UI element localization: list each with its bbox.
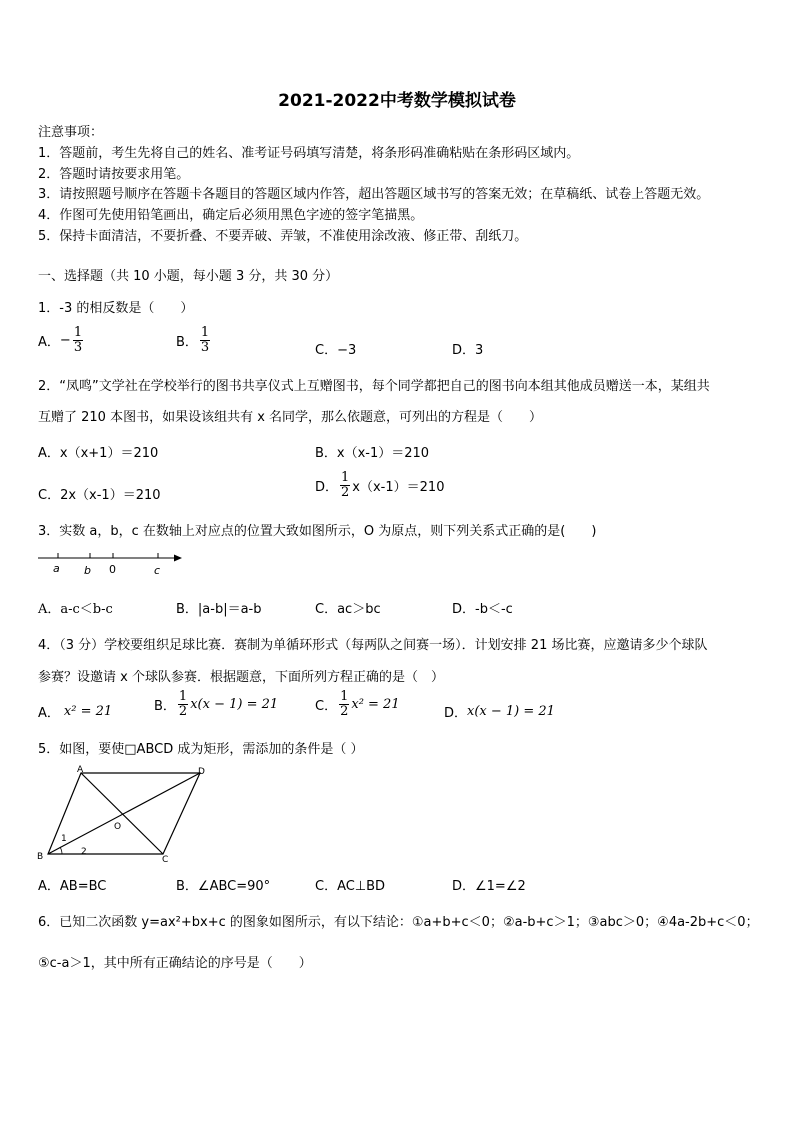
fraction: $\frac{1}{2}$ — [341, 470, 350, 500]
vertex-b: B — [37, 852, 44, 862]
q3-option-d: D．-b＜-c — [452, 602, 513, 617]
label-c: c — [154, 564, 161, 577]
vertex-d: D — [198, 767, 205, 777]
question-4-line-2: 参赛？设邀请 x 个球队参赛．根据题意，下面所列方程正确的是（ ） — [38, 670, 444, 685]
notice-item: 3．请按照题号顺序在答题卡各题目的答题区域内作答，超出答题区域书写的答案无效；在草稿纸、试卷上答题无效。 — [38, 187, 710, 202]
vertex-a: A — [77, 765, 84, 775]
q2-option-d: D． $\frac{1}{2}$ x（x-1）＝210 — [315, 470, 445, 500]
notice-item: 1．答题前，考生先将自己的姓名、准考证号码填写清楚，将条形码准确粘贴在条形码区域内。 — [38, 146, 580, 161]
question-2-line-1: 2．“凤鸣”文学社在学校举行的图书共享仪式上互赠图书，每个同学都把自己的图书向本组其他成员赠送一本，某组共 — [38, 379, 710, 394]
question-2-line-2: 互赠了 210 本图书，如果设该组共有 x 名同学，那么依题意，可列出的方程是（ ） — [38, 410, 543, 425]
angle-arc — [60, 847, 62, 854]
diagonal-ac — [81, 773, 163, 854]
q5-option-b: B．∠ABC=90° — [176, 879, 271, 894]
center-o: O — [114, 822, 122, 832]
q1-option-a: A． − $\frac{1}{3}$ — [38, 325, 83, 355]
q3-option-b: B．|a-b|＝a-b — [176, 602, 262, 617]
q1-option-b: B． $\frac{1}{3}$ — [176, 325, 210, 355]
q4-option-d: D． x(x − 1) = 21 — [444, 704, 555, 721]
question-5-stem: 5．如图，要使□ABCD 成为矩形，需添加的条件是（ ） — [38, 742, 364, 757]
notice-item: 5．保持卡面清洁，不要折叠、不要弄破、弄皱，不准使用涂改液、修正带、刮纸刀。 — [38, 229, 528, 244]
q4-option-c: C． $\frac{1}{2}$ x² = 21 — [315, 689, 400, 719]
fraction: $\frac{1}{3}$ — [73, 325, 83, 355]
notice-item: 4．作图可先使用铅笔画出，确定后必须用黑色字迹的签字笔描黑。 — [38, 208, 424, 223]
parallelogram-figure — [34, 763, 214, 865]
question-3-stem: 3．实数 a，b，c 在数轴上对应点的位置大致如图所示，O 为原点，则下列关系式正确的是( ) — [38, 524, 597, 539]
question-4-line-1: 4．（3 分）学校要组织足球比赛．赛制为单循环形式（每两队之间赛一场）．计划安排 21 场比赛，应邀请多少个球队 — [38, 638, 708, 653]
q1-option-d: D．3 — [452, 343, 484, 358]
q3-option-c: C．ac＞bc — [315, 602, 381, 617]
number-line-arrow — [174, 555, 182, 562]
q5-option-c: C．AC⊥BD — [315, 879, 386, 894]
q2-option-c: C．2x（x-1）＝210 — [38, 488, 161, 503]
diagonal-bd — [48, 773, 200, 854]
page-title: 2021-2022中考数学模拟试卷 — [278, 91, 516, 111]
angle-2-label: 2 — [81, 847, 87, 857]
q4-option-b: B． $\frac{1}{2}$ x(x − 1) = 21 — [154, 689, 279, 719]
fraction: $\frac{1}{2}$ — [178, 689, 188, 719]
vertex-c: C — [162, 855, 169, 865]
fraction: $\frac{1}{2}$ — [340, 689, 349, 719]
question-1-stem: 1．-3 的相反数是（ ） — [38, 301, 194, 316]
q5-option-a: A．AB=BC — [38, 879, 107, 894]
label-a: a — [53, 562, 60, 575]
notice-heading: 注意事项： — [38, 125, 104, 140]
label-b: b — [84, 564, 91, 577]
q2-option-b: B．x（x-1）＝210 — [315, 446, 430, 461]
question-6-line-2: ⑤c-a＞1，其中所有正确结论的序号是（ ） — [38, 956, 312, 971]
question-6-line-1: 6．已知二次函数 y=ax²+bx+c 的图象如图所示，有以下结论：①a+b+c＜0；②a-b+c＞1；③abc＞0；④4a-2b+c＜0； — [38, 915, 759, 930]
number-line-figure — [36, 546, 186, 578]
label-0: 0 — [109, 563, 116, 576]
q2-option-a: A．x（x+1）＝210 — [38, 446, 159, 461]
section-heading: 一、选择题（共 10 小题，每小题 3 分，共 30 分） — [38, 269, 339, 284]
notice-item: 2．答题时请按要求用笔。 — [38, 167, 190, 182]
q1-option-c: C．−3 — [315, 343, 357, 358]
q4-option-a: A． x² = 21 — [38, 704, 113, 721]
q5-option-d: D．∠1=∠2 — [452, 879, 526, 894]
angle-1-label: 1 — [61, 834, 67, 844]
fraction: $\frac{1}{3}$ — [200, 325, 210, 355]
q3-option-a: A．a-c＜b-c — [38, 602, 113, 617]
